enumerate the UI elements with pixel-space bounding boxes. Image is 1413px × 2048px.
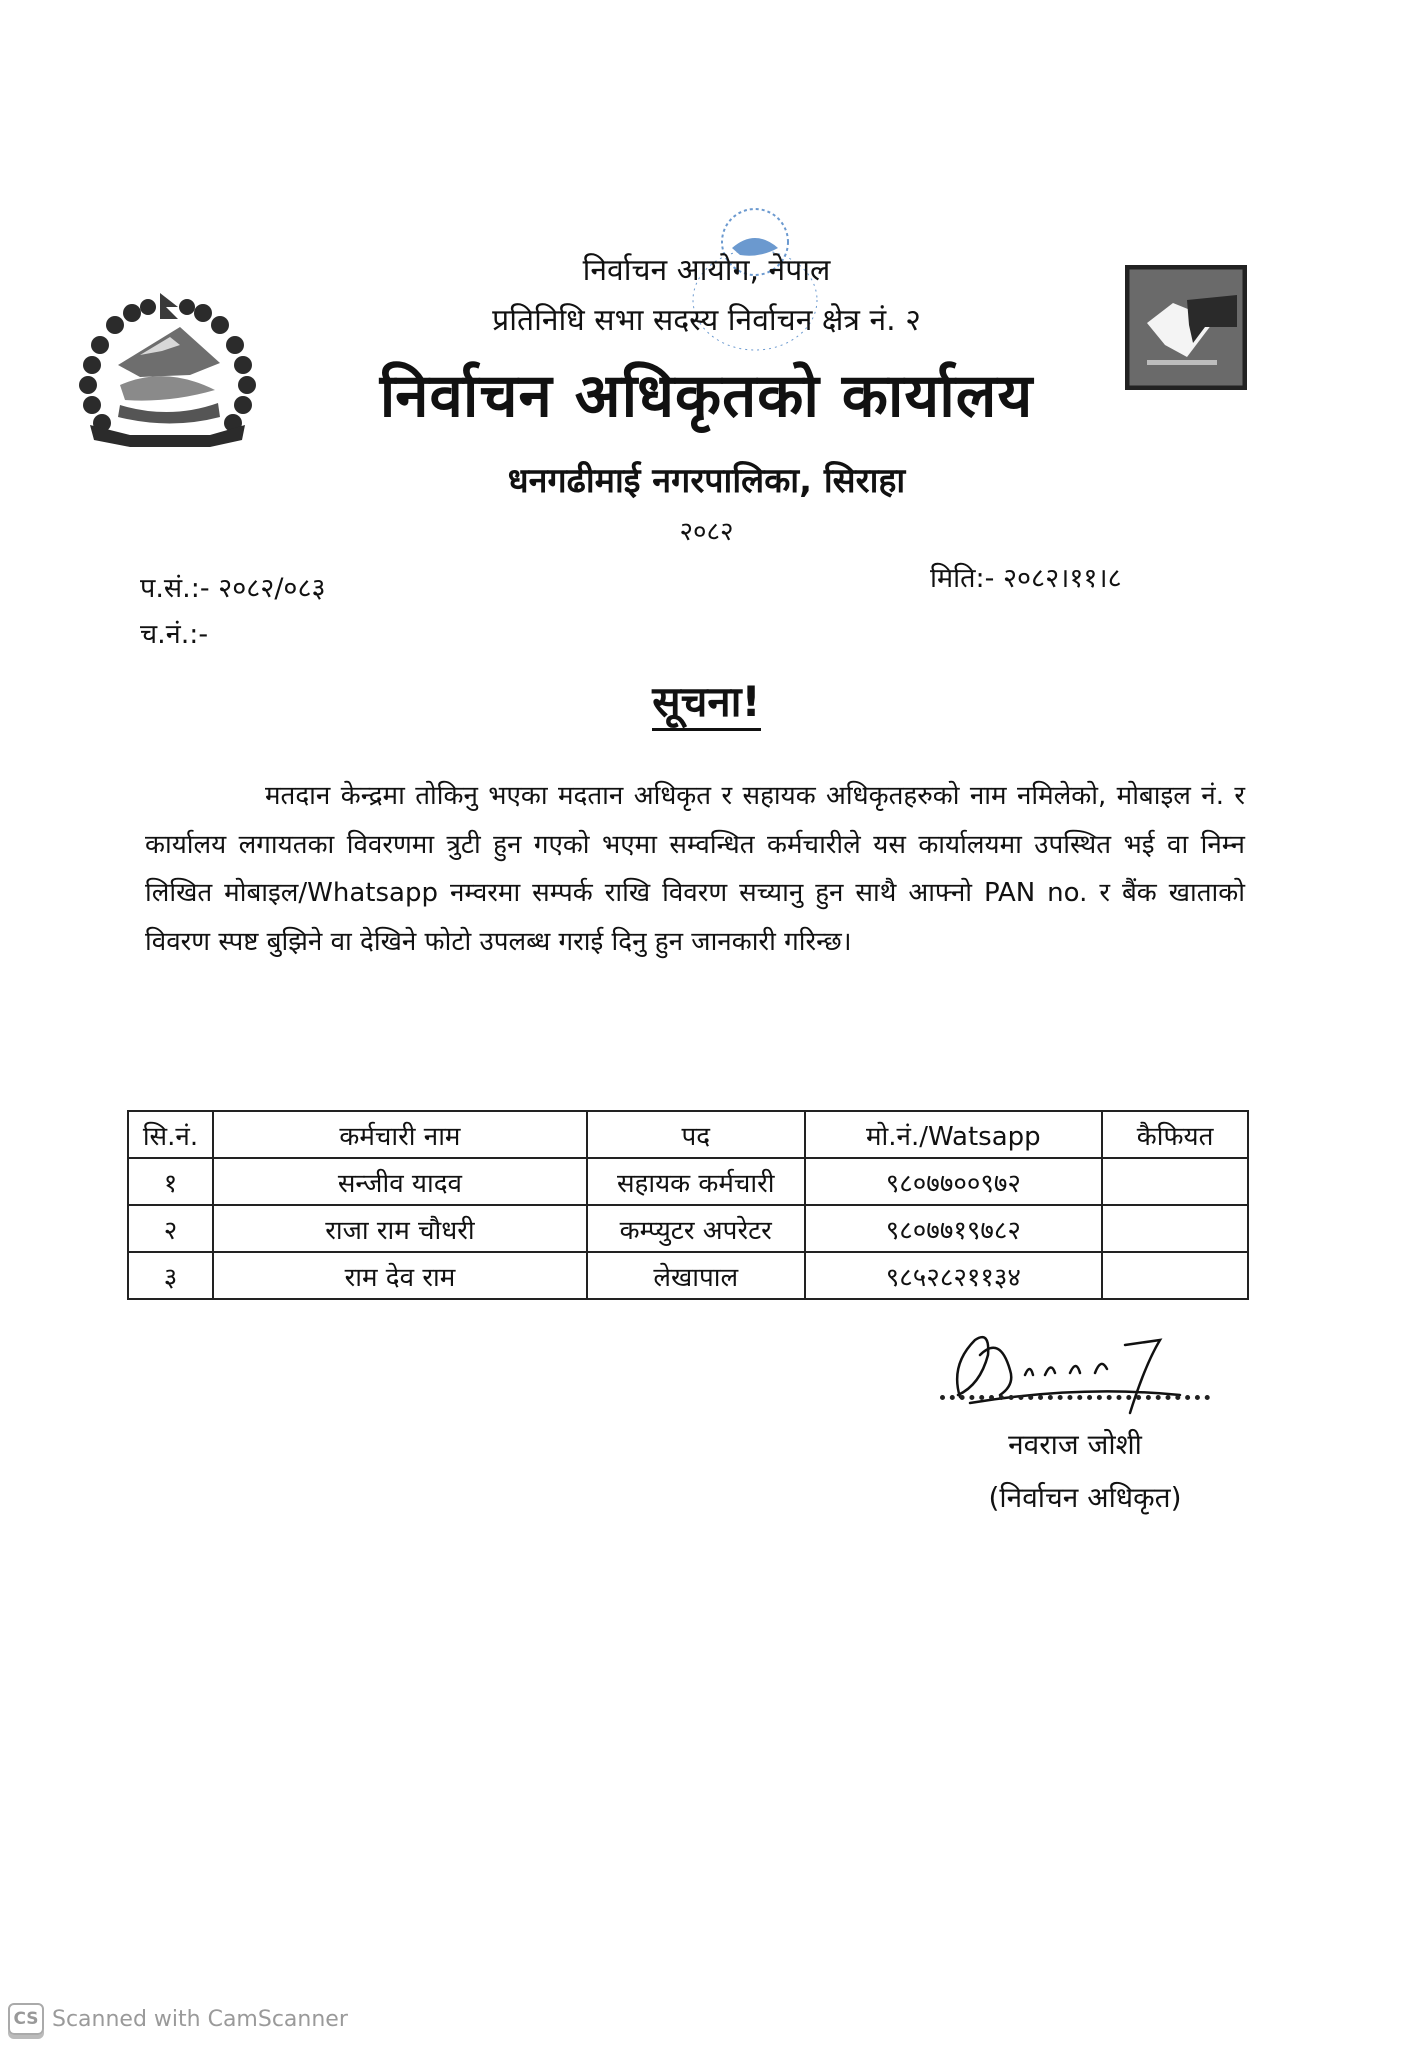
cell-name: राम देव राम [213,1252,587,1299]
table-header-row [128,1111,1248,1158]
fiscal-year: २०८२ [679,517,734,547]
cell-post: लेखापाल [587,1252,805,1299]
letter-date: मिति:- २०८२।११।८ [930,563,1122,594]
staff-table [127,1110,1249,1300]
table-row [128,1252,1248,1299]
cell-serial: २ [128,1205,213,1252]
cell-post: कम्प्युटर अपरेटर [587,1205,805,1252]
header-name: कर्मचारी नाम [213,1111,587,1158]
office-location: धनगढीमाई नगरपालिका, सिराहा [507,461,906,501]
signature [930,1325,1230,1415]
table-row [128,1158,1248,1205]
header-mobile: मो.नं./Watsapp [805,1111,1103,1158]
notice-body: मतदान केन्द्रमा तोकिनु भएका मदतान अधिकृत र सहायक अधिकृतहरुको नाम नमिलेको, मोबाइल नं. र कार्यालय लगायतका विवरणमा त्रुटी हुन गएको भएमा सम्वन्धित कर्मचारीले यस कार्यालयमा उपस्थित भई वा निम्न लिखित मोबाइल/Whatsapp नम्वरमा सम्पर्क राखि विवरण सच्यानु हुन साथै आफ्नो PAN no. र बैंक खाताको विवरण स्पष्ट बुझिने वा देखिने फोटो उपलब्ध गराई दिनु हुन जानकारी गरिन्छ। [145,781,1245,957]
office-title: निर्वाचन अधिकृतको कार्यालय [379,361,1034,431]
header-serial: सि.नं. [128,1111,213,1158]
header-post: पद [587,1111,805,1158]
cell-name: सन्जीव यादव [213,1158,587,1205]
reference-number: प.सं.:- २०८२/०८३ [140,573,326,604]
camscanner-logo-icon: CS [8,2003,44,2035]
cell-name: राजा राम चौधरी [213,1205,587,1252]
constituency: प्रतिनिधि सभा सदस्य निर्वाचन क्षेत्र नं. २ [492,303,921,338]
cell-serial: ३ [128,1252,213,1299]
commission-name: निर्वाचन आयोग, नेपाल [582,253,831,288]
cell-mobile: ९८०७७००९७२ [805,1158,1103,1205]
watermark-text: Scanned with CamScanner [52,2006,348,2032]
signatory-name: नवराज जोशी [1008,1428,1142,1461]
cell-serial: १ [128,1158,213,1205]
cell-remarks [1102,1158,1248,1205]
cell-remarks [1102,1252,1248,1299]
notice-heading [0,672,1413,729]
notice-title: सूचना! [652,677,760,731]
signatory-role: (निर्वाचन अधिकृत) [988,1481,1182,1514]
camscanner-watermark [8,2004,348,2034]
signature-line [940,1395,1210,1400]
header-remarks: कैफियत [1102,1111,1248,1158]
table-row [128,1205,1248,1252]
cell-remarks [1102,1205,1248,1252]
cell-mobile: ९८०७७१९७८२ [805,1205,1103,1252]
cell-post: सहायक कर्मचारी [587,1158,805,1205]
cell-mobile: ९८५२८२११३४ [805,1252,1103,1299]
dispatch-number: च.नं.:- [140,619,209,650]
